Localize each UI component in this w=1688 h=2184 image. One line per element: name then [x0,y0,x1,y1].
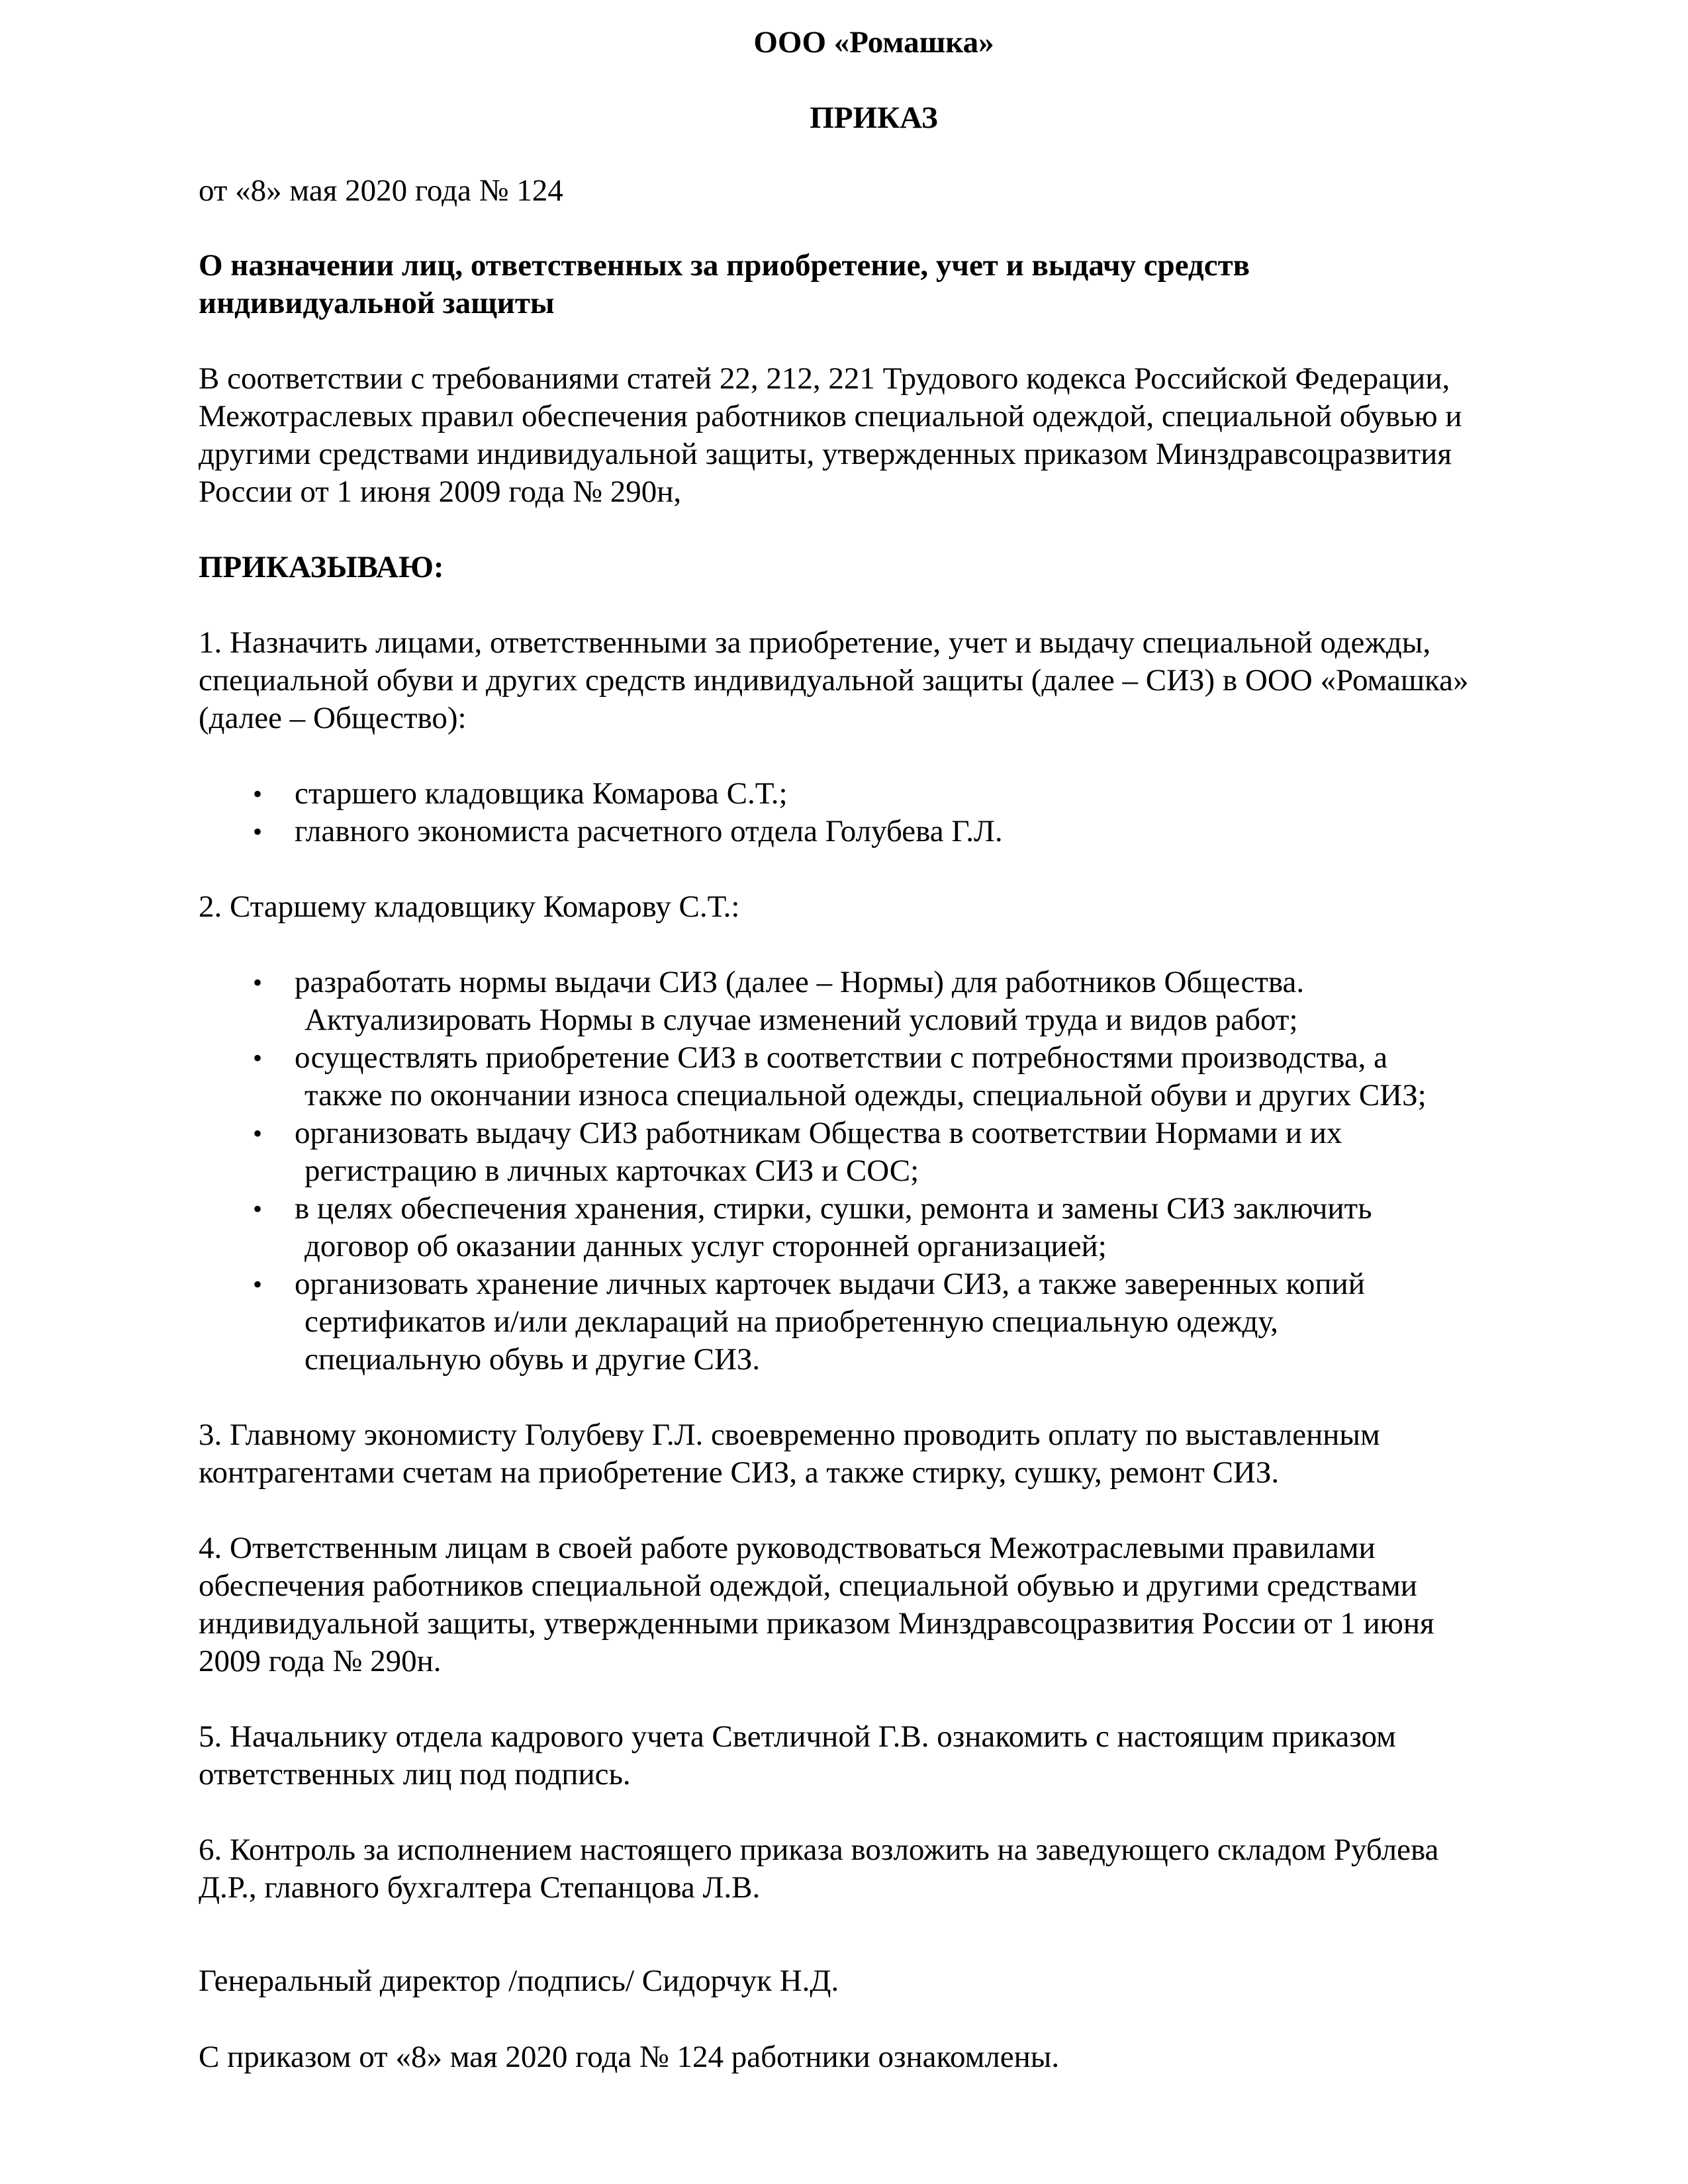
list-item: • осуществлять приобретение СИЗ в соответствии с потребностями производства, а также по окончании износа специальной одежды, специальной обуви и других СИЗ; [253,1040,1427,1113]
list-item: • организовать выдачу СИЗ работникам Общества в соответствии Нормами и их регистрацию в личных карточках СИЗ и СОС; [253,1116,1342,1188]
document-title: ПРИКАЗ [810,101,938,135]
bullet-icon: • [253,1194,263,1224]
list-item: • организовать хранение личных карточек выдачи СИЗ, а также заверенных копий сертификатов и/или деклараций на приобретенную специальную одежду, специальную обувь и другие СИЗ. [253,1267,1365,1377]
acknowledgement-note: С приказом от «8» мая 2020 года № 124 работники ознакомлены. [199,2040,1060,2074]
order-item-5: 5. Начальнику отдела кадрового учета Светличной Г.В. ознакомить с настоящим приказом ответственных лиц под подпись. [199,1719,1396,1792]
order-heading: ПРИКАЗЫВАЮ: [199,550,444,584]
organization-name: ООО «Ромашка» [753,25,994,60]
list-item: • старшего кладовщика Комарова С.Т.; [199,775,1549,813]
order-date-number: от «8» мая 2020 года № 124 [199,173,563,208]
order-item-1: 1. Назначить лицами, ответственными за приобретение, учет и выдачу специальной одежды, специальной обуви и других средств индивидуальной защиты (далее – СИЗ) в ООО «Ромашка» (далее – Общество): [199,625,1469,735]
order-item-3: 3. Главному экономисту Голубеву Г.Л. своевременно проводить оплату по выставленным контрагентами счетам на приобретение СИЗ, а также стирку, сушку, ремонт СИЗ. [199,1418,1380,1490]
bullet-icon: • [253,1118,263,1148]
director-signature: Генеральный директор /подпись/ Сидорчук Н.Д. [199,1964,839,1998]
bullet-icon: • [253,779,263,809]
list-item: • разработать нормы выдачи СИЗ (далее – Нормы) для работников Общества. Актуализировать Нормы в случае изменений условий труда и видов работ; [253,965,1305,1037]
order-subject: О назначении лиц, ответственных за приобретение, учет и выдачу средств индивидуальной защиты [199,248,1250,320]
bullet-icon: • [253,1269,263,1299]
responsible-persons-list [199,775,1549,850]
order-item-6: 6. Контроль за исполнением настоящего приказа возложить на заведующего складом Рублева Д.Р., главного бухгалтера Степанцова Л.В. [199,1833,1439,1905]
preamble: В соответствии с требованиями статей 22, 212, 221 Трудового кодекса Российской Федерации, Межотраслевых правил обеспечения работников специальной одеждой, специальной обувью и другими средствами индивидуальной защиты, утвержденных приказом Минздравсоцразвития России от 1 июня 2009 года № 290н, [199,361,1462,509]
list-item: • главного экономиста расчетного отдела Голубева Г.Л. [199,813,1549,850]
bullet-icon: • [253,968,263,997]
bullet-icon: • [253,817,263,846]
bullet-icon: • [253,1043,263,1073]
list-item: • в целях обеспечения хранения, стирки, сушки, ремонта и замены СИЗ заключить договор об оказании данных услуг сторонней организацией; [253,1191,1372,1263]
storekeeper-duties-list [199,964,1549,1379]
order-item-2: 2. Старшему кладовщику Комарову С.Т.: [199,889,740,924]
order-item-4: 4. Ответственным лицам в своей работе руководствоваться Межотраслевыми правилами обеспечения работников специальной одеждой, специальной обувью и другими средствами индивидуальной защиты, утвержденными приказом Минздравсоцразвития России от 1 июня 2009 года № 290н. [199,1531,1434,1678]
